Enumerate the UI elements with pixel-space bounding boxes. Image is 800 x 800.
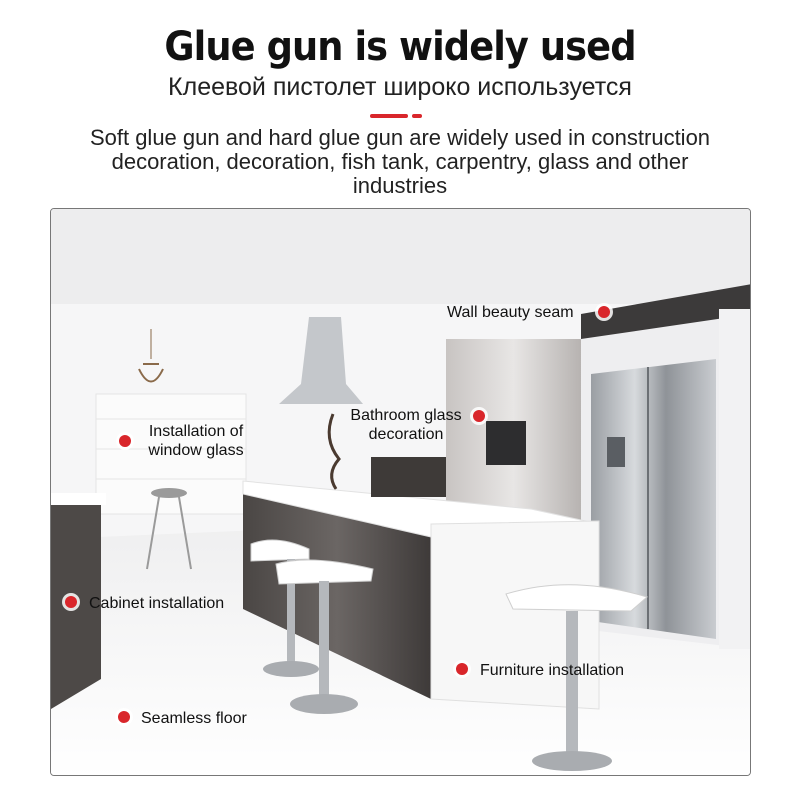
tv: [486, 421, 526, 465]
marker-wall-beauty-seam: [598, 306, 610, 318]
label-furniture-installation: Furniture installation: [480, 662, 625, 679]
kitchen-illustration: [51, 209, 751, 776]
marker-furniture-installation: [456, 663, 468, 675]
marker-window-glass: [119, 435, 131, 447]
right-cabinet: [719, 309, 751, 649]
label-window-glass-line2: window glass: [148, 442, 244, 459]
label-cabinet-installation: Cabinet installation: [89, 595, 225, 612]
shelf-back: [371, 457, 446, 497]
kitchen-photo: [50, 208, 751, 776]
label-window-glass-line1: Installation of: [148, 423, 244, 440]
label-bathroom-glass-line2: decoration: [368, 426, 444, 443]
title-divider: [370, 114, 430, 118]
label-wall-beauty-seam: Wall beauty seam: [447, 304, 574, 321]
label-bathroom-glass-line1: Bathroom glass: [350, 407, 462, 424]
page-title: Glue gun is widely used: [164, 24, 636, 70]
ceiling-slope: [51, 209, 751, 319]
label-bathroom-glass: [336, 406, 476, 444]
fridge-dispenser: [607, 437, 625, 467]
label-window-glass: [136, 422, 256, 460]
description-text: Soft glue gun and hard glue gun are widely used in construction decoration, decoration, fish tank, carpentry, glass and other industries: [89, 125, 711, 198]
left-counter-top: [51, 493, 106, 505]
label-seamless-floor: Seamless floor: [141, 710, 247, 727]
divider-segment-short: [412, 114, 422, 118]
marker-cabinet-installation: [65, 596, 77, 608]
marker-seamless-floor: [118, 711, 130, 723]
page-subtitle-russian: Клеевой пистолет широко используется: [168, 73, 632, 101]
divider-segment-long: [370, 114, 408, 118]
